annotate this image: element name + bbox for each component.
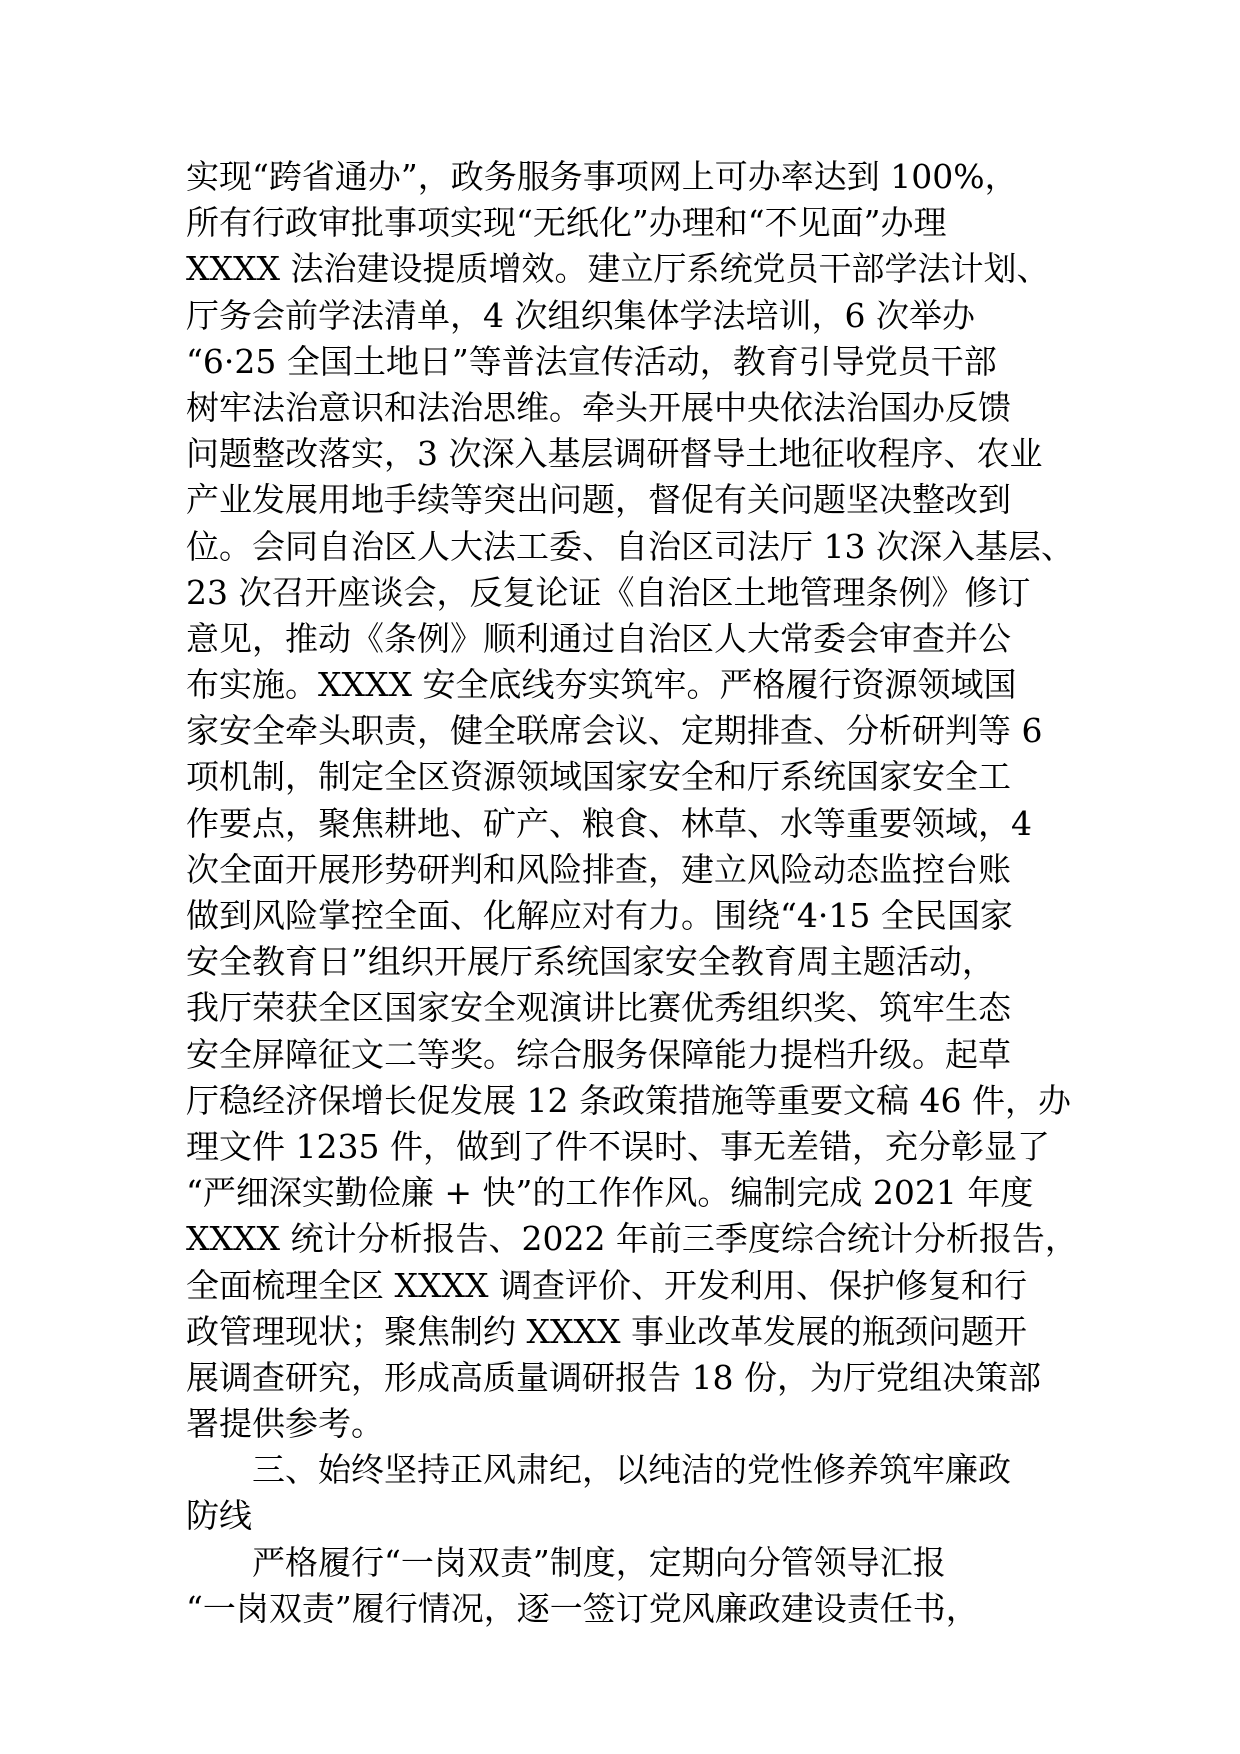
text-line: 政管理现状；聚焦制约 XXXX 事业改革发展的瓶颈问题开 — [186, 1311, 1027, 1351]
text-line: 意见，推动《条例》顺利通过自治区人大常委会审查并公 — [186, 618, 1011, 658]
text-line: 作要点，聚焦耕地、矿产、粮食、林草、水等重要领域，4 — [186, 803, 1032, 843]
text-line: 安全教育日”组织开展厅系统国家安全教育周主题活动， — [186, 942, 995, 982]
text-line: 署提供参考。 — [186, 1404, 384, 1444]
text-line: “一岗双责”履行情况，逐一签订党风廉政建设责任书， — [186, 1588, 979, 1628]
text-line: 全面梳理全区 XXXX 调查评价、开发利用、保护修复和行 — [186, 1265, 1027, 1305]
text-line: 问题整改落实，3 次深入基层调研督导土地征收程序、农业 — [186, 434, 1043, 474]
text-line: “6·25 全国土地日”等普法宣传活动，教育引导党员干部 — [186, 341, 997, 381]
text-line: 位。会同自治区人大法工委、自治区司法厅 13 次深入基层、 — [186, 526, 1074, 566]
text-line: 次全面开展形势研判和风险排查，建立风险动态监控台账 — [186, 849, 1011, 889]
text-line: 23 次召开座谈会，反复论证《自治区土地管理条例》修订 — [186, 572, 1031, 612]
text-line: 实现“跨省通办”，政务服务事项网上可办率达到 100%， — [186, 157, 1018, 196]
text-line: 严格履行“一岗双责”制度，定期向分管领导汇报 — [252, 1542, 946, 1582]
text-line: 理文件 1235 件，做到了件不误时、事无差错，充分彰显了 — [186, 1126, 1050, 1166]
text-line: 所有行政审批事项实现“无纸化”办理和“不见面”办理 — [186, 203, 947, 243]
text-line: 我厅荣获全区国家安全观演讲比赛优秀组织奖、筑牢生态 — [186, 988, 1011, 1028]
text-line: 安全屏障征文二等奖。综合服务保障能力提档升级。起草 — [186, 1034, 1011, 1074]
text-line: 做到风险掌控全面、化解应对有力。围绕“4·15 全民国家 — [186, 896, 1013, 935]
text-line: 厅务会前学法清单，4 次组织集体学法培训，6 次举办 — [186, 295, 975, 335]
text-line: “严细深实勤俭廉 + 快”的工作作风。编制完成 2021 年度 — [186, 1173, 1034, 1213]
section-heading: 三、始终坚持正风肃纪，以纯洁的党性修养筑牢廉政 — [252, 1450, 1011, 1490]
text-line: XXXX 统计分析报告、2022 年前三季度综合统计分析报告， — [186, 1219, 1078, 1259]
text-line: 布实施。XXXX 安全底线夯实筑牢。严格履行资源领域国 — [186, 665, 1017, 705]
text-line: 项机制，制定全区资源领域国家安全和厅系统国家安全工 — [186, 757, 1011, 797]
section-heading-continuation: 防线 — [186, 1496, 252, 1536]
text-line: XXXX 法治建设提质增效。建立厅系统党员干部学法计划、 — [186, 249, 1050, 289]
text-line: 产业发展用地手续等突出问题，督促有关问题坚决整改到 — [186, 480, 1011, 520]
text-line: 厅稳经济保增长促发展 12 条政策措施等重要文稿 46 件，办 — [186, 1080, 1071, 1120]
text-line: 展调查研究，形成高质量调研报告 18 份，为厅党组决策部 — [186, 1357, 1041, 1397]
text-line: 家安全牵头职责，健全联席会议、定期排查、分析研判等 6 — [186, 711, 1043, 751]
body-text — [186, 154, 1086, 1632]
text-line: 树牢法治意识和法治思维。牵头开展中央依法治国办反馈 — [186, 387, 1011, 427]
